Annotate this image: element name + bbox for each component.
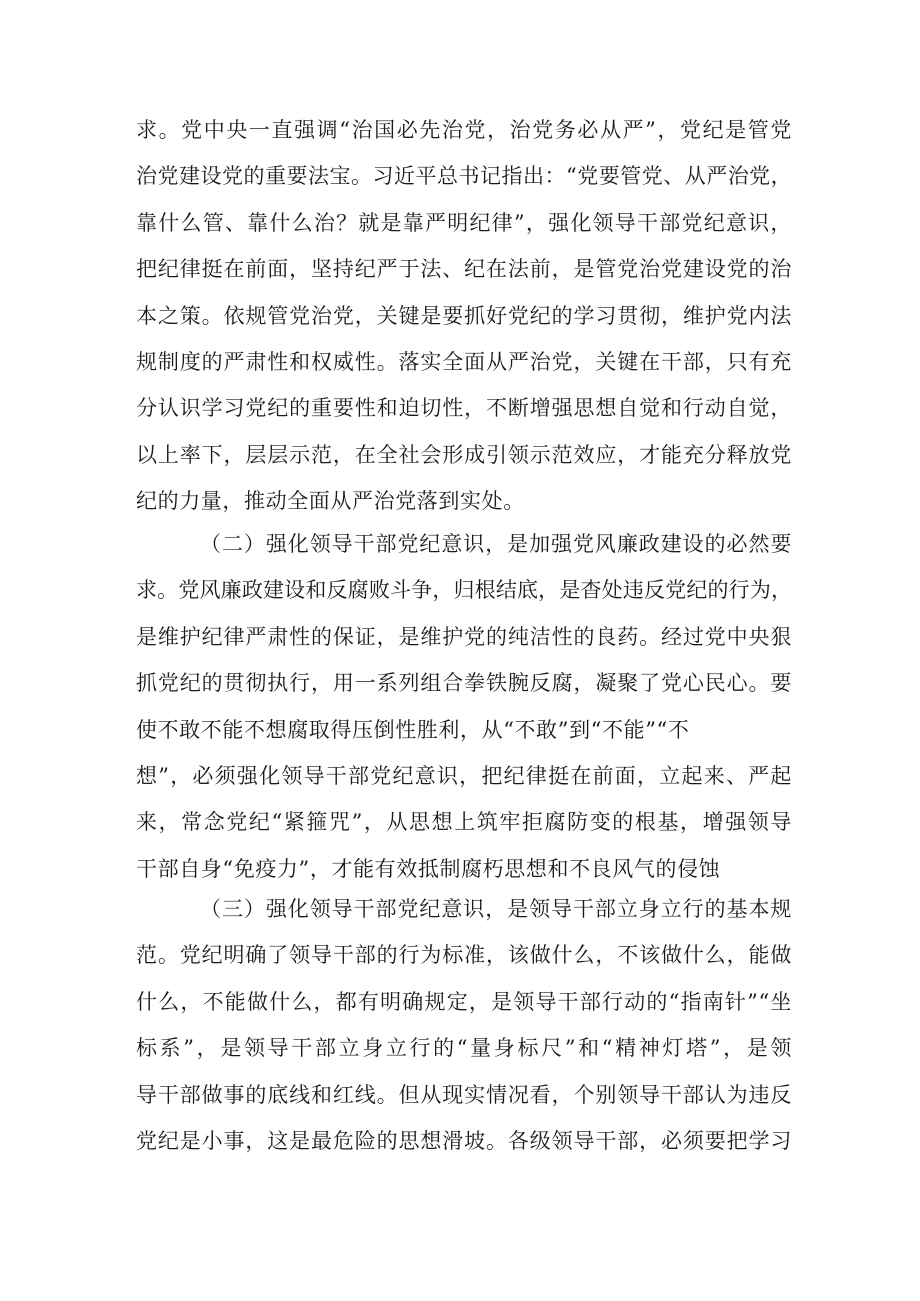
paragraph-line: 把纪律挺在前面，坚持纪严于法、纪在法前，是管党治党建设党的治 [136, 257, 792, 282]
paragraph-line: 以上率下，层层示范，在全社会形成引领示范效应，才能充分释放党 [136, 442, 792, 467]
paragraph-line: 抓党纪的贯彻执行，用一系列组合拳铁腕反腐，凝聚了党心民心。要 [136, 671, 792, 696]
paragraph-line: 来，常念党纪“紧箍咒”，从思想上筑牢拒腐防变的根基，增强领导 [136, 810, 792, 835]
paragraph-line: 纪的力量，推动全面从严治党落到实处。 [136, 489, 525, 514]
paragraph-line: 范。党纪明确了领导干部的行为标准，该做什么，不该做什么，能做 [136, 943, 792, 968]
paragraph-line: 使不敢不能不想腐取得压倒性胜利，从“不敢”到“不能”“不 [136, 717, 690, 742]
paragraph-line: 分认识学习党纪的重要性和迫切性，不断增强思想自觉和行动自觉， [136, 396, 792, 421]
paragraph-line: 什么，不能做什么，都有明确规定，是领导干部行动的“指南针”“坐 [136, 989, 792, 1014]
paragraph-line: 是维护纪律严肃性的保证，是维护党的纯洁性的良药。经过党中央狠 [136, 624, 792, 649]
paragraph-line: 靠什么管、靠什么治？就是靠严明纪律”，强化领导干部党纪意识， [136, 210, 792, 235]
paragraph-2 [136, 521, 792, 892]
paragraph-line: 想”，必须强化领导干部党纪意识，把纪律挺在前面，立起来、严起 [136, 763, 792, 788]
paragraph-line: 干部自身“免疫力”，才能有效抵制腐朽思想和不良风气的侵蚀 [136, 856, 721, 881]
paragraph-3 [136, 886, 792, 1164]
paragraph-line: （二）强化领导干部党纪意识，是加强党风廉政建设的必然要 [200, 532, 792, 556]
paragraph-line: 求。党中央一直强调“治国必先治党，治党务必从严”，党纪是管党 [136, 118, 792, 142]
paragraph-line: （三）强化领导干部党纪意识，是领导干部立身立行的基本规 [200, 897, 792, 921]
paragraph-line: 党纪是小事，这是最危险的思想滑坡。各级领导干部，必须要把学习 [136, 1128, 792, 1153]
paragraph-line: 规制度的严肃性和权威性。落实全面从严治党，关键在干部，只有充 [136, 349, 792, 374]
paragraph-line: 本之策。依规管党治党，关键是要抓好党纪的学习贯彻，维护党内法 [136, 303, 792, 328]
paragraph-line: 导干部做事的底线和红线。但从现实情况看，个别领导干部认为违反 [136, 1082, 792, 1107]
paragraph-line: 治党建设党的重要法宝。习近平总书记指出：“党要管党、从严治党， [136, 164, 792, 189]
paragraph-line: 求。党风廉政建设和反腐败斗争，归根结底，是杳处违反党纪的行为， [136, 578, 792, 603]
paragraph-1 [136, 107, 792, 525]
paragraph-line: 标系”，是领导干部立身立行的“量身标尺”和“精神灯塔”，是领 [136, 1036, 792, 1061]
